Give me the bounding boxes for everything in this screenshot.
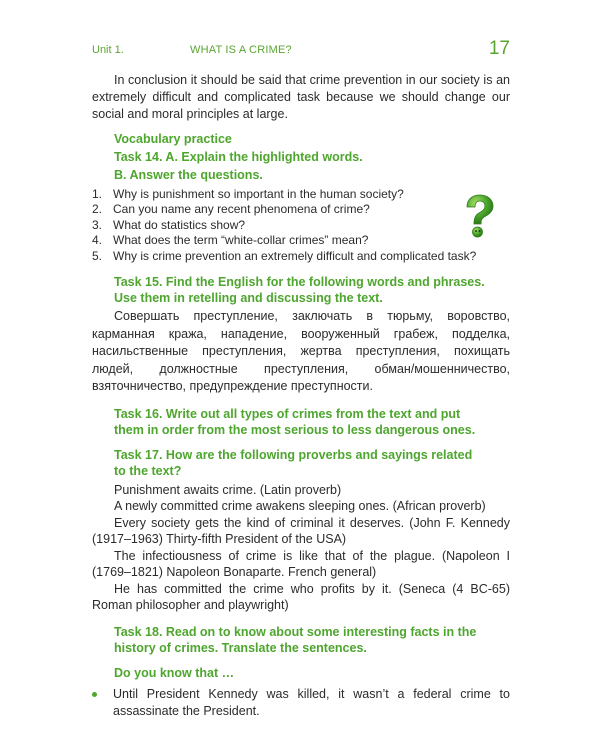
question-number: 1. [92, 186, 103, 201]
saying-item: The infectiousness of crime is like that of the plague. (Napoleon I (1769–1821) Napoleon Bonaparte. French general) [92, 548, 510, 580]
question-number: 4. [92, 233, 103, 248]
task18-title-1: Task 18. Read on to know about some interesting facts in the [114, 624, 477, 639]
unit-label: Unit 1. [92, 44, 124, 56]
saying-item: He has committed the crime who profits by it. (Seneca (4 BC-65) Roman philosopher and playwright) [92, 581, 510, 613]
question-text: Can you name any recent phenomena of crime? [113, 202, 370, 217]
question-number: 5. [92, 248, 103, 263]
question-number: 2. [92, 202, 103, 217]
question-item [92, 218, 510, 234]
question-item [92, 202, 510, 218]
intro-paragraph: In conclusion it should be said that crime prevention in our society is an extremely difficult and complicated task because we should change our social and moral principles at large. [92, 73, 510, 122]
do-you-know-heading: Do you know that … [114, 665, 235, 680]
sayings-list [92, 482, 510, 614]
question-mark-icon [462, 194, 496, 238]
task14-title-a: Task 14. A. Explain the highlighted words. [114, 149, 363, 164]
question-text: Why is punishment so important in the human society? [113, 186, 404, 201]
question-item [92, 233, 510, 249]
page-number: 17 [488, 38, 510, 59]
task18-title-2: history of crimes. Translate the sentences. [114, 640, 367, 655]
question-text: What does the term “white-collar crimes” mean? [113, 233, 369, 248]
task14-questions [92, 187, 510, 265]
task17-title-1: Task 17. How are the following proverbs and sayings related [114, 447, 473, 462]
task16-title-2: them in order from the most serious to less dangerous ones. [114, 422, 476, 437]
task15-body: Совершать преступление, заключать в тюрьму, воровство, карманная кража, нападение, вооруженный грабеж, подделка, насильственные преступления, жертва преступления, похищать людей, должностные преступления, обман/мошенничество, взяточничество, предупреждение преступности. [92, 309, 510, 394]
question-item [92, 187, 510, 203]
chapter-title: WHAT IS A CRIME? [190, 44, 292, 56]
saying-item: Every society gets the kind of criminal it deserves. (John F. Kennedy (1917–1963) Thirty-fifth President of the USA) [92, 515, 510, 547]
vocab-heading: Vocabulary practice [114, 131, 232, 146]
vocab-section [92, 130, 510, 184]
question-item [92, 249, 510, 265]
question-number: 3. [92, 217, 103, 232]
fact-text: Until President Kennedy was killed, it wasn’t a federal crime to assassinate the President. [113, 686, 510, 718]
task17-title-2: to the text? [114, 463, 182, 478]
task15-title-1: Task 15. Find the English for the following words and phrases. [114, 275, 485, 290]
page-header [92, 40, 510, 64]
task17-heading [92, 447, 510, 479]
task15-title-2: Use them in retelling and discussing the text. [114, 291, 383, 306]
saying-item: A newly committed crime awakens sleeping ones. (African proverb) [114, 499, 486, 514]
question-text: What do statistics show? [113, 217, 246, 232]
fact-bullet [92, 686, 510, 720]
task16-heading [92, 406, 510, 438]
task16-title-1: Task 16. Write out all types of crimes from the text and put [114, 406, 461, 421]
task18-heading [92, 624, 510, 656]
question-list [92, 187, 510, 265]
page-content [92, 72, 510, 720]
question-text: Why is crime prevention an extremely difficult and complicated task? [113, 248, 477, 263]
task15-heading [92, 274, 510, 306]
task14-title-b: B. Answer the questions. [114, 167, 263, 182]
saying-item: Punishment awaits crime. (Latin proverb) [114, 482, 342, 497]
bullet-dot-icon [92, 692, 97, 697]
